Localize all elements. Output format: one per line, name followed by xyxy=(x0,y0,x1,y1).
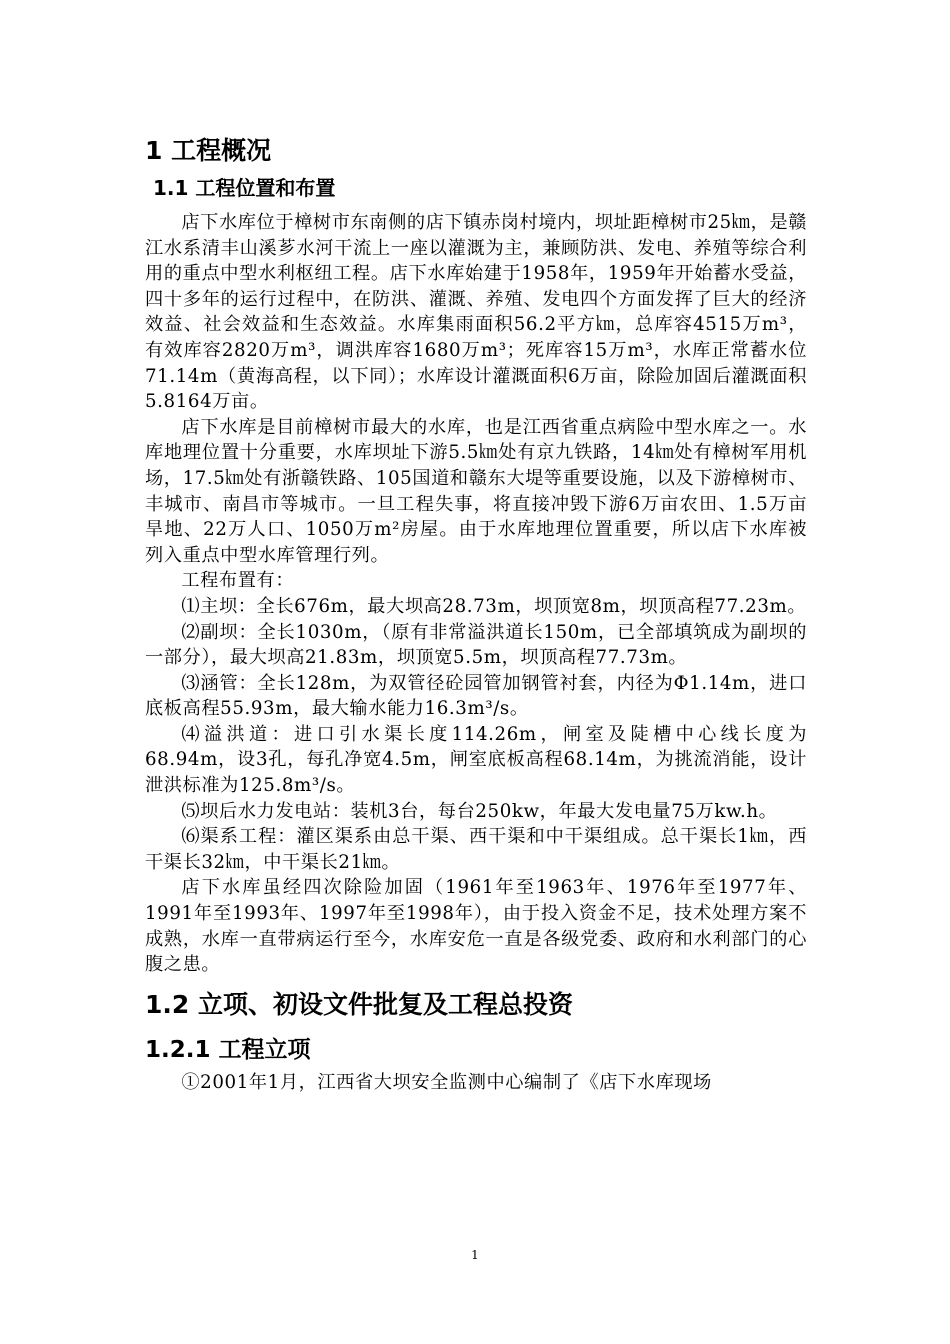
paragraph-importance: 店下水库是目前樟树市最大的水库，也是江西省重点病险中型水库之一。水库地理位置十分重要，水库坝址下游5.5㎞处有京九铁路，14㎞处有樟树军用机场，17.5㎞处有浙赣铁路、105国道和赣东大堤等重要设施，以及下游樟树市、丰城市、南昌市等城市。一旦工程失事，将直接冲毁下游6万亩农田、1.5万亩旱地、22万人口、1050万m²房屋。由于水库地理位置重要，所以店下水库被列入重点中型水库管理行列。 xyxy=(145,416,807,566)
paragraph-auxiliary-dam: ⑵副坝：全长1030m，（原有非常溢洪道长150m，已全部填筑成为副坝的一部分），最大坝高21.83m，坝顶宽5.5m，坝顶高程77.73m。 xyxy=(145,621,807,669)
section-heading-1-2: 1.2 立项、初设文件批复及工程总投资 xyxy=(145,989,573,1019)
section-heading-1-1: 1.1 工程位置和布置 xyxy=(153,176,336,200)
document-body xyxy=(145,134,807,1095)
paragraph-main-dam: ⑴主坝：全长676m，最大坝高28.73m，坝顶宽8m，坝顶高程77.23m。 xyxy=(181,595,807,617)
paragraph-power-station: ⑸坝后水力发电站：装机3台，每台250kw，年最大发电量75万kw.h。 xyxy=(181,800,778,822)
section-heading-1-2-1: 1.2.1 工程立项 xyxy=(145,1036,311,1063)
page-number: 1 xyxy=(471,1248,479,1262)
section-heading-1: 1 工程概况 xyxy=(145,136,272,165)
paragraph-reinforcement-history: 店下水库虽经四次除险加固（1961年至1963年、1976年至1977年、1991年至1993年、1997年至1998年），由于投入资金不足，技术处理方案不成熟，水库一直带病运行至今，水库安危一直是各级党委、政府和水利部门的心腹之患。 xyxy=(145,877,807,976)
paragraph-project-approval: ①2001年1月，江西省大坝安全监测中心编制了《店下水库现场 xyxy=(181,1071,712,1093)
paragraph-spillway: ⑷溢洪道：进口引水渠长度114.26m，闸室及陡槽中心线长度为68.94m，设3孔，每孔净宽4.5m，闸室底板高程68.14m，为挑流消能，设计泄洪标准为125.8m³/s。 xyxy=(145,723,807,797)
paragraph-location: 店下水库位于樟树市东南侧的店下镇赤岗村境内，坝址距樟树市25㎞，是赣江水系清丰山溪芗水河干流上一座以灌溉为主，兼顾防洪、发电、养殖等综合利用的重点中型水利枢纽工程。店下水库始建于1958年，1959年开始蓄水受益，四十多年的运行过程中，在防洪、灌溉、养殖、发电四个方面发挥了巨大的经济效益、社会效益和生态效益。水库集雨面积56.2平方㎞，总库容4515万m³，有效库容2820万m³，调洪库容1680万m³；死库容15万m³，水库正常蓄水位71.14m（黄海高程，以下同）；水库设计灌溉面积6万亩，除险加固后灌溉面积5.8164万亩。 xyxy=(145,212,807,413)
paragraph-culvert: ⑶涵管：全长128m，为双管径砼园管加钢管衬套，内径为Φ1.14m，进口底板高程55.93m，最大输水能力16.3m³/s。 xyxy=(145,672,807,720)
paragraph-layout-intro: 工程布置有： xyxy=(181,570,295,592)
paragraph-canal-system: ⑹渠系工程：灌区渠系由总干渠、西干渠和中干渠组成。总干渠长1㎞，西干渠长32㎞，中干渠长21㎞。 xyxy=(145,826,807,873)
